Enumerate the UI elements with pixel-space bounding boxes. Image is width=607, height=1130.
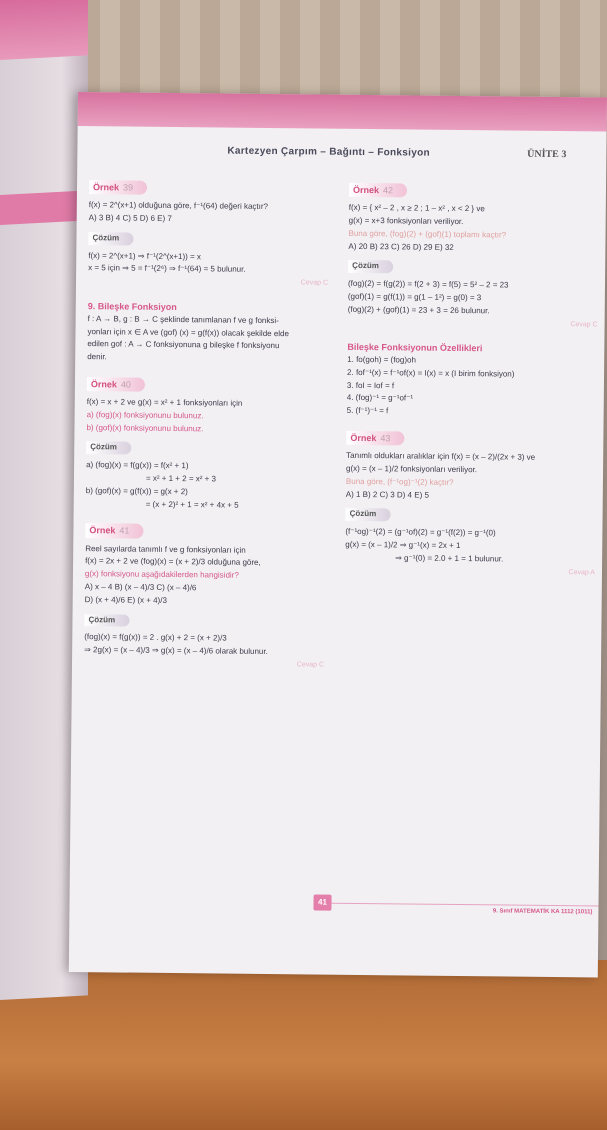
left-page-pink-edge xyxy=(0,0,88,60)
answer-options: A) 1 B) 2 C) 3 D) 4 E) 5 xyxy=(345,489,429,500)
example-39 xyxy=(88,180,329,288)
page-header-title: Kartezyen Çarpım – Bağıntı – Fonksiyon xyxy=(227,145,430,159)
solution-line: ⇒ g⁻¹(0) = 2.0 + 1 = 1 bulunur. xyxy=(395,553,504,564)
answer-options: A) x – 4 B) (x – 4)/3 C) (x – 4)/6 xyxy=(84,582,197,593)
question-part-a: a) (fog)(x) fonksiyonunu bulunuz. xyxy=(86,409,204,421)
question-text: Buna göre, (f⁻¹og)⁻¹(2) kaçtır? xyxy=(345,476,454,487)
solution-line: (fog)(2) + (gof)(1) = 23 + 3 = 26 bulunur. xyxy=(347,304,490,316)
section-heading: Bileşke Fonksiyonun Özellikleri xyxy=(347,341,483,354)
property-item: 4. (fog)⁻¹ = g⁻¹of⁻¹ xyxy=(346,393,414,404)
solution-line: (gof)(1) = g(f(1)) = g(1 – 1²) = g(0) = 3 xyxy=(347,291,482,303)
solution-badge: Çözüm xyxy=(348,260,393,273)
answer-options: D) (x + 4)/6 E) (x + 4)/3 xyxy=(84,594,167,605)
solution-badge: Çözüm xyxy=(346,508,391,521)
property-item: 5. (f⁻¹)⁻¹ = f xyxy=(346,406,389,416)
question-text: Tanımlı oldukları aralıklar için f(x) = (x – 2)/(2x + 3) ve xyxy=(346,451,536,463)
solution-line: g(x) = (x – 1)/2 ⇒ g⁻¹(x) = 2x + 1 xyxy=(345,539,461,551)
example-badge: Örnek 39 xyxy=(89,180,147,195)
question-text: Reel sayılarda tanımlı f ve g fonksiyonları için xyxy=(85,543,246,555)
solution-line: x = 5 için ⇒ 5 = f⁻¹(2⁶) ⇒ f⁻¹(64) = 5 bulunur. xyxy=(88,263,246,275)
left-column xyxy=(84,180,329,684)
definition-line: f : A → B, g : B → C şeklinde tanımlanan f ve g fonksi- xyxy=(87,313,279,325)
question-text: f(x) = 2^(x+1) olduğuna göre, f⁻¹(64) değeri kaçtır? xyxy=(88,200,269,212)
solution-badge: Çözüm xyxy=(88,232,133,245)
answer-options: A) 20 B) 23 C) 26 D) 29 E) 32 xyxy=(348,241,454,252)
example-badge: Örnek 43 xyxy=(346,431,404,446)
solution-line: = x² + 1 + 2 = x² + 3 xyxy=(145,473,217,484)
question-text: Buna göre, (fog)(2) + (gof)(1) toplamı kaçtır? xyxy=(348,228,507,240)
solution-line: ⇒ 2g(x) = (x – 4)/3 ⇒ g(x) = (x – 4)/6 olarak bulunur. xyxy=(84,645,268,657)
definition-line: denir. xyxy=(87,352,107,362)
question-text: f(x) = x + 2 ve g(x) = x² + 1 fonksiyonları için xyxy=(86,397,243,408)
properties-section xyxy=(347,341,598,420)
right-column xyxy=(345,183,599,592)
example-badge: Örnek 42 xyxy=(349,183,407,198)
bileske-section xyxy=(87,300,328,366)
example-40 xyxy=(86,377,327,512)
solution-line: (fog)(2) = f(g(2)) = f(2 + 3) = f(5) = 5² – 2 = 23 xyxy=(347,278,509,290)
book-page xyxy=(69,92,607,977)
example-41 xyxy=(84,524,325,670)
answer-key: Cevap C xyxy=(300,279,329,287)
question-text: f(x) = { x² – 2 , x ≥ 2 ; 1 – x² , x < 2 } ve xyxy=(348,202,485,214)
question-part-b: b) (gof)(x) fonksiyonunu bulunuz. xyxy=(86,422,204,433)
question-text: g(x) = x+3 fonksiyonları veriliyor. xyxy=(348,215,464,226)
solution-line: b) (gof)(x) = g(f(x)) = g(x + 2) xyxy=(85,485,188,496)
definition-line: edilen gof : A → C fonksiyonuna g bileşke f fonksiyonu xyxy=(87,339,280,351)
answer-key: Cevap A xyxy=(568,568,596,577)
definition-line: yonları için x ∈ A ve (gof) (x) = g(f(x)) olacak şekilde elde xyxy=(87,326,290,338)
wooden-floor xyxy=(0,960,607,1130)
solution-line: a) (fog)(x) = f(g(x)) = f(x² + 1) xyxy=(86,460,189,471)
example-43 xyxy=(345,431,596,578)
solution-badge: Çözüm xyxy=(84,614,129,627)
unit-label: ÜNİTE 3 xyxy=(527,148,567,161)
answer-key: Cevap C xyxy=(296,661,325,669)
solution-line: (f⁻¹og)⁻¹(2) = (g⁻¹of)(2) = g⁻¹(f(2)) = g⁻¹(0) xyxy=(345,527,496,538)
solution-badge: Çözüm xyxy=(86,442,131,455)
question-text: f(x) = 2x + 2 ve (fog)(x) = (x + 2)/3 olduğuna göre, xyxy=(85,556,261,568)
example-badge: Örnek 41 xyxy=(85,524,143,539)
footer-divider xyxy=(332,903,599,907)
question-text: g(x) fonksiyonu aşağıdakilerden hangisidir? xyxy=(84,569,239,580)
property-item: 1. fo(goh) = (fog)oh xyxy=(347,354,416,365)
left-page-pink-band xyxy=(0,190,88,225)
section-heading: 9. Bileşke Fonksiyon xyxy=(87,300,177,312)
property-item: 2. fof⁻¹(x) = f⁻¹of(x) = I(x) = x (I birim fonksiyon) xyxy=(347,367,515,379)
solution-line: (fog)(x) = f(g(x)) = 2 . g(x) + 2 = (x + 2)/3 xyxy=(84,632,227,643)
page-top-band xyxy=(78,92,607,132)
answer-key: Cevap C xyxy=(570,320,598,328)
solution-line: f(x) = 2^(x+1) ⇒ f⁻¹(2^(x+1)) = x xyxy=(88,250,202,261)
solution-line: = (x + 2)² + 1 = x² + 4x + 5 xyxy=(145,499,239,510)
property-item: 3. foI = Iof = f xyxy=(346,380,395,391)
answer-options: A) 3 B) 4 C) 5 D) 6 E) 7 xyxy=(88,213,172,223)
question-text: g(x) = (x – 1)/2 fonksiyonları veriliyor. xyxy=(346,463,478,475)
example-badge: Örnek 40 xyxy=(87,377,145,392)
book-series-label: 9. Sınıf MATEMATİK KA 1112 (1011) xyxy=(492,908,593,916)
example-42 xyxy=(348,183,599,330)
page-number: 41 xyxy=(313,895,331,911)
